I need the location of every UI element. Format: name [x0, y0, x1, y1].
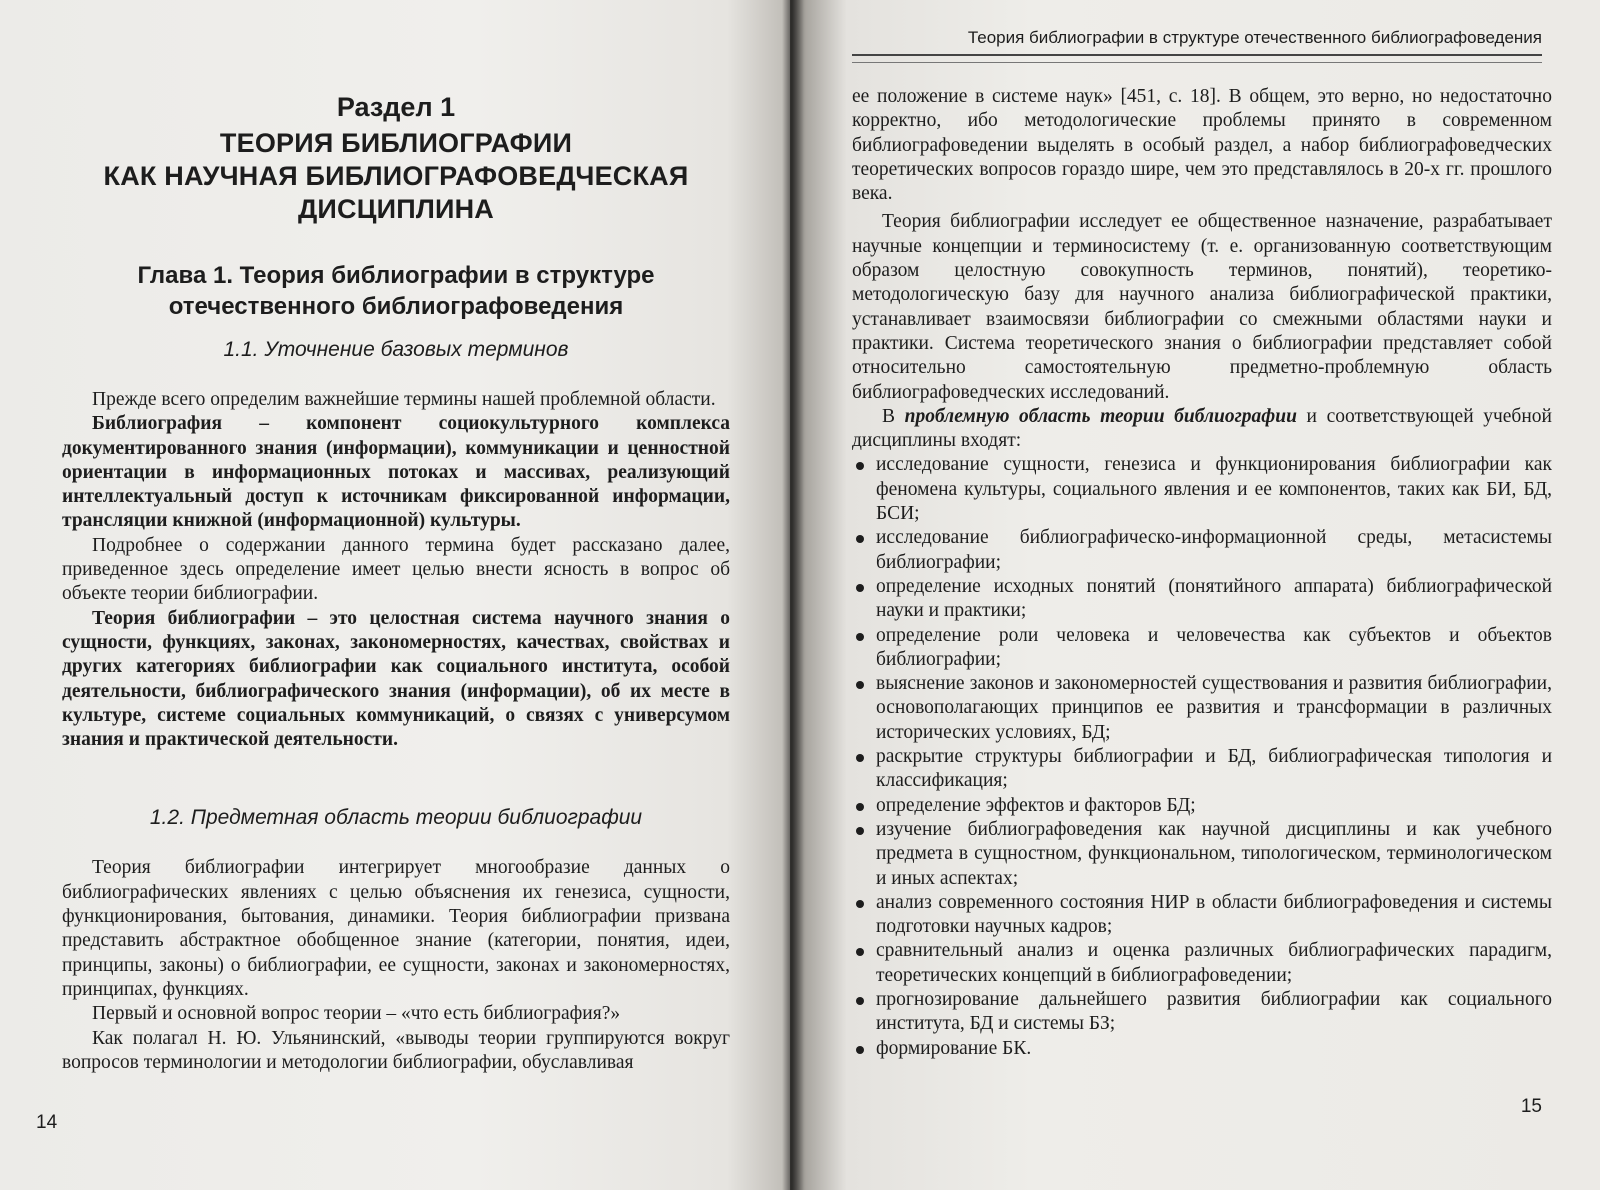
running-header: Теория библиографии в структуре отечественного библиографоведения — [852, 28, 1542, 56]
list-item-text: изучение библиографоведения как научной дисциплины и как учебного предмета в сущностном, функциональном, типологическом, терминологическом и иных аспектах; — [876, 818, 1552, 889]
paragraph: Теория библиографии исследует ее общественное назначение, разрабатывает научные концепции и терминосистему (т. е. организованную соответствующим образом целостную совокупность терминов, понятий), теоретико-методологическую базу для научного анализа библиографической практики, устанавливает взаимосвязи библиографии со смежными областями науки и практики. Система теоретического знания о библиографии представляет собой относительно самостоятельную предметно-проблемную область библиографоведческих исследований. — [852, 211, 1552, 403]
section-title-line: ТЕОРИЯ БИБЛИОГРАФИИ — [219, 128, 573, 158]
bullet-icon — [856, 754, 864, 762]
page-number: 15 — [1520, 1096, 1542, 1117]
bullet-icon — [856, 900, 864, 908]
list-item-text: определение роли человека и человечества как субъектов и объектов библиографии; — [876, 624, 1552, 670]
section-title-line: ДИСЦИПЛИНА — [297, 194, 495, 224]
text-span: В — [882, 405, 905, 427]
list-item — [852, 745, 1552, 794]
bullet-icon — [856, 827, 864, 835]
list-item — [852, 891, 1552, 940]
chapter-title — [62, 260, 730, 322]
list-item — [852, 526, 1552, 575]
subsection-heading: 1.1. Уточнение базовых терминов — [223, 338, 569, 361]
bullet-icon — [856, 633, 864, 641]
bullet-icon — [856, 803, 864, 811]
list-item-text: анализ современного состояния НИР в области библиографоведения и системы подготовки научных кадров; — [876, 891, 1552, 938]
list-item — [852, 624, 1552, 673]
text-span: и соответствующей учебной дисциплины входят: — [852, 405, 1552, 452]
bullet-icon — [856, 1046, 864, 1054]
list-item — [852, 1037, 1552, 1061]
list-item — [852, 818, 1552, 891]
list-item-text: определение исходных понятий (понятийного аппарата) библиографической науки и практики; — [876, 575, 1552, 622]
definition-bibliography: Библиография – компонент социокультурного комплекса документированного знания (информации), коммуникации и ценностной ориентации в информационных потоках и массивах, реализующий интеллектуальный доступ к источникам фиксированной информации, трансляции книжной (информационной) культуры. — [62, 413, 730, 532]
bullet-icon — [856, 681, 864, 689]
list-item — [852, 672, 1552, 745]
paragraph: Первый и основной вопрос теории – «что есть библиография?» — [92, 1003, 621, 1025]
problem-area-list — [852, 453, 1552, 1060]
paragraph: Подробнее о содержании данного термина будет рассказано далее, приведенное здесь определение имеет целью внести ясность в вопрос об объекте теории библиографии. — [62, 534, 730, 605]
section-title — [62, 127, 730, 226]
bullet-icon — [856, 584, 864, 592]
list-item-text: выяснение законов и закономерностей существования и развития библиографии, основополагающих принципов ее развития и трансформации в различных исторических условиях, БД; — [876, 673, 1552, 743]
chapter-title-line: отечественного библиографоведения — [168, 293, 624, 320]
definition-theory: Теория библиографии – это целостная система научного знания о сущности, функциях, законах, закономерностях, качествах, свойствах и других категориях библиографии как социального института, особой деятельности, библиографического знания (информации), об их месте в культуре, системе социальных коммуникаций, о связях с универсумом знания и практической деятельности. — [62, 607, 730, 751]
list-item — [852, 988, 1552, 1037]
section-label: Раздел 1 — [336, 92, 456, 122]
right-page — [790, 0, 1600, 1190]
page-number: 14 — [36, 1112, 58, 1133]
list-item-text: сравнительный анализ и оценка различных библиографических парадигм, теоретических концепций в библиографоведении; — [876, 940, 1552, 986]
list-item — [852, 453, 1552, 526]
list-item-text: раскрытие структуры библиографии и БД, библиографическая типология и классификация; — [876, 746, 1552, 792]
bullet-icon — [856, 948, 864, 956]
left-page — [0, 0, 790, 1190]
book-gutter — [782, 0, 804, 1190]
bullet-icon — [856, 997, 864, 1005]
subsection-heading: 1.2. Предметная область теории библиографии — [149, 806, 643, 830]
chapter-title-line: Глава 1. Теория библиографии в структуре — [137, 262, 655, 289]
bullet-icon — [856, 535, 864, 543]
emphasis-text: проблемную область теории библиографии — [904, 405, 1297, 427]
list-item-text: определение эффектов и факторов БД; — [876, 794, 1196, 816]
list-item-text: формирование БК. — [876, 1037, 1032, 1059]
paragraph: Как полагал Н. Ю. Ульянинский, «выводы теории группируются вокруг вопросов терминологии и методологии библиографии, обуславливая — [62, 1027, 730, 1073]
section-title-line: КАК НАУЧНАЯ БИБЛИОГРАФОВЕДЧЕСКАЯ — [103, 161, 689, 191]
bullet-icon — [856, 462, 864, 470]
paragraph: Прежде всего определим важнейшие термины нашей проблемной области. — [92, 389, 716, 410]
paragraph: ее положение в системе наук» [451, с. 18]. В общем, это верно, но недостаточно корректно, ибо методологические проблемы принято в современном библиографоведении выделять в особый раздел, а набор библиографоведческих теоретических вопросов гораздо шире, чем это представлялось в 20-х гг. прошлого века. — [852, 86, 1552, 205]
list-item-text: прогнозирование дальнейшего развития библиографии как социального института, БД и системы БЗ; — [876, 988, 1552, 1035]
list-item-text: исследование сущности, генезиса и функционирования библиографии как феномена культуры, социального явления и ее компонентов, таких как БИ, БД, БСИ; — [876, 454, 1552, 525]
list-item — [852, 794, 1552, 818]
paragraph: Теория библиографии интегрирует многообразие данных о библиографических явлениях с целью объяснения их генезиса, сущности, функционирования, бытования, динамики. Теория библиографии призвана представить абстрактное обобщенное знание (категории, понятия, идеи, принципы, законы) о библиографии, ее сущности, законах и закономерностях, принципах, функциях. — [62, 857, 730, 1000]
header-rule — [852, 62, 1542, 63]
list-item-text: исследование библиографическо-информационной среды, метасистемы библиографии; — [876, 527, 1552, 573]
list-item — [852, 575, 1552, 624]
list-item — [852, 939, 1552, 988]
paragraph-problem-area — [852, 405, 1552, 454]
